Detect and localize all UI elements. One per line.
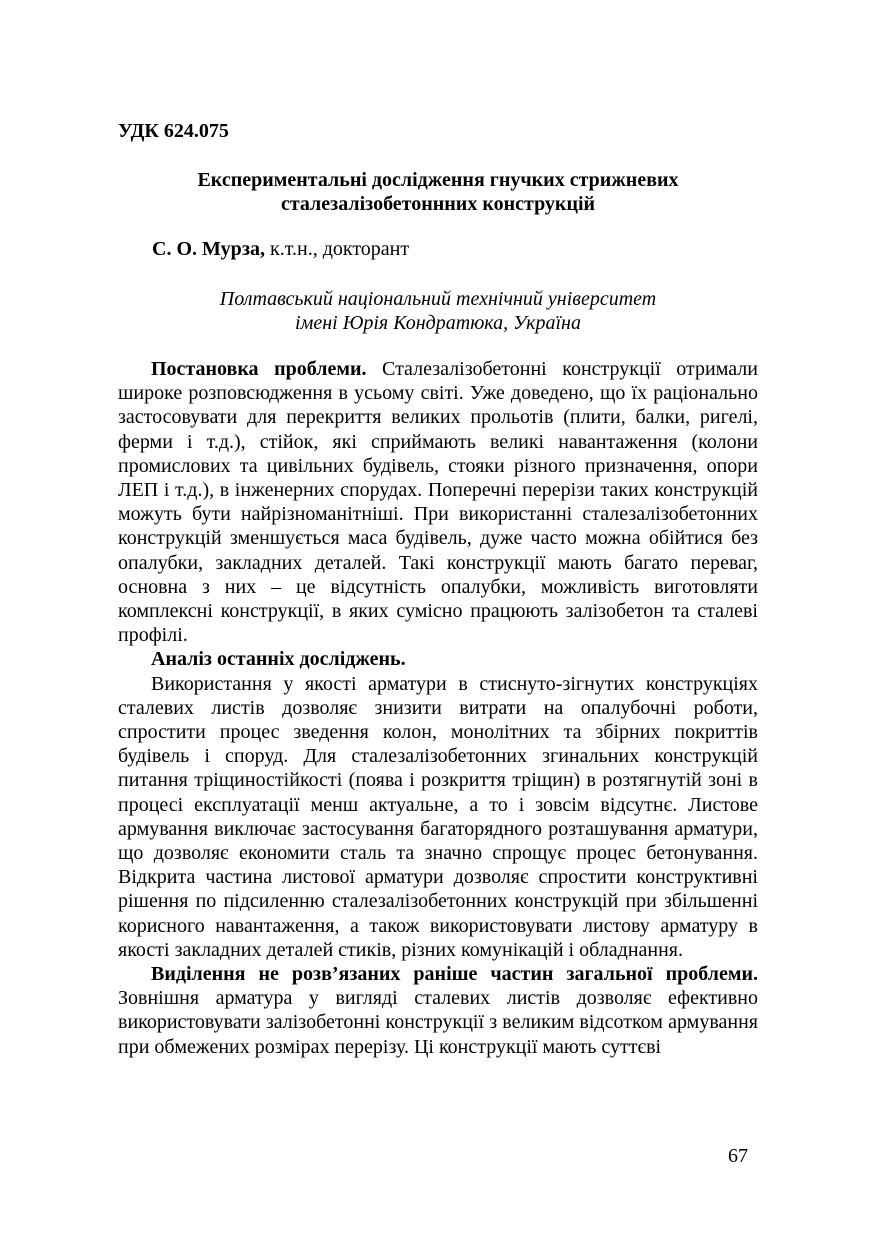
paragraph-recent-research-heading (118, 647, 758, 671)
title-line-1: Експериментальні дослідження гнучких стрижневих (197, 169, 679, 191)
section-heading: Постановка проблеми. (151, 358, 367, 380)
affiliation-line-2: імені Юрія Кондратюка, Україна (295, 312, 581, 334)
page-number: 67 (728, 1145, 748, 1167)
paragraph-unsolved-problems (118, 962, 758, 1059)
paragraph-problem-statement (118, 357, 758, 647)
affiliation (118, 287, 758, 335)
section-heading: Аналіз останніх досліджень. (151, 648, 406, 671)
author-name: С. О. Мурза, (152, 238, 266, 260)
affiliation-line-1: Полтавський національний технічний університет (219, 288, 657, 310)
author-line (152, 238, 409, 261)
paragraph-text: Сталезалізобетонні конструкції отримали широке розповсюдження в усьому світі. Уже доведено, що їх раціонально застосовувати для перекриття великих прольотів (плити, балки, ригелі, ферми і т.д.), стійок, які сприймають великі навантаження (колони промислових та цивільних будівель, стояки різного призначення, опори ЛЕП і т.д.), в інженерних спорудах. Поперечні перерізи таких конструкцій можуть бути найрізноманітніші. При використанні сталезалізобетонних конструкцій зменшується маса будівель, дуже часто можна обійтися без опалубки, закладних деталей. Такі конструкції мають багато переваг, основна з них – це відсутність опалубки, можливість виготовляти комплексні конструкції, в яких сумісно працюють залізобетон та сталеві профілі. (118, 358, 758, 647)
article-title (118, 168, 758, 216)
article-body (118, 357, 758, 1059)
paragraph-text: Зовнішня арматура у вигляді сталевих листів дозволяє ефективно використовувати залізобетонні конструкції з великим відсотком армування при обмежених розмірах перерізу. Ці конструкції мають суттєві (118, 987, 758, 1058)
title-line-2: сталезалізобетоннних конструкцій (280, 193, 596, 215)
paragraph-recent-research (118, 672, 758, 962)
section-heading: Виділення не розв’язаних раніше частин загальної проблеми. (151, 963, 758, 986)
author-degree: к.т.н., докторант (265, 238, 410, 260)
udc-code: УДК 624.075 (118, 120, 229, 142)
paragraph-text: Використання у якості арматури в стиснуто-зігнутих конструкціях сталевих листів дозволяє знизити витрати на опалубочні роботи, спростити процес зведення колон, монолітних та збірних покриттів будівель і споруд. Для сталезалізобетонних згинальних конструкцій питання тріщиностійкості (поява і розкриття тріщин) в розтягнутій зоні в процесі експлуатації менш актуальне, а то і зовсім відсутнє. Листове армування виключає застосування багаторядного розташування арматури, що дозволяє економити сталь та значно спрощує процес бетонування. Відкрита частина листової арматури дозволяє спростити конструктивні рішення по підсиленню сталезалізобетонних конструкцій при збільшенні корисного навантаження, а також використовувати листову арматуру в якості закладних деталей стиків, різних комунікацій і обладнання. (118, 672, 758, 961)
